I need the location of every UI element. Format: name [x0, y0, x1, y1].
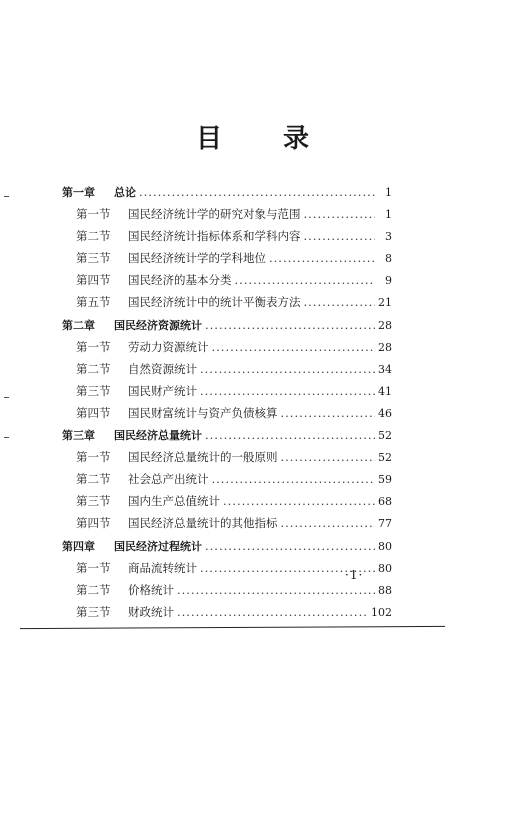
toc-entry-title: 国民经济总量统计 [114, 429, 202, 443]
dot-leader [269, 247, 375, 269]
toc-entry-page: 102 [371, 605, 392, 619]
toc-entry-title: 国民经济总量统计的其他指标 [128, 516, 278, 531]
toc-chapter-row [62, 424, 392, 446]
dot-leader [223, 490, 375, 512]
toc-entry-number: 第五节 [76, 295, 111, 310]
toc-entry-page: 3 [385, 230, 392, 244]
toc-entry-number: 第四章 [62, 539, 95, 553]
toc-section-row [62, 380, 392, 402]
toc-chapter-row [62, 535, 392, 557]
toc-entry-number: 第二节 [76, 361, 111, 376]
toc-entry-page: 88 [378, 583, 392, 597]
dot-leader [212, 336, 376, 358]
toc-entry-number: 第二节 [76, 229, 111, 244]
toc-entry-title: 价格统计 [128, 582, 174, 597]
toc-entry-page: 9 [385, 274, 392, 288]
scan-mark [4, 196, 9, 197]
toc-section-row [62, 358, 392, 380]
toc-entry-number: 第一章 [62, 186, 95, 199]
dot-leader [200, 358, 375, 380]
toc-entry-title: 总论 [114, 186, 136, 199]
toc-entry-title: 劳动力资源统计 [128, 339, 209, 354]
toc-entry-number: 第二节 [76, 472, 111, 487]
toc-chapter-row [62, 181, 392, 203]
toc-entry-number: 第三章 [62, 429, 95, 443]
toc-entry-page: 68 [378, 495, 392, 509]
toc-section-row [62, 557, 392, 579]
toc-entry-page: 1 [385, 186, 392, 199]
toc-section-row [62, 579, 392, 601]
toc-entry-title: 商品流转统计 [128, 560, 197, 575]
toc-entry-number: 第三节 [76, 383, 111, 398]
toc-entry-page: 21 [378, 296, 392, 310]
toc-entry-page: 52 [378, 451, 392, 465]
toc-section-row [62, 247, 392, 269]
toc-entry-number: 第四节 [76, 273, 111, 288]
dot-leader [205, 535, 375, 557]
page-title: 目 录 [195, 124, 336, 154]
table-of-contents [62, 181, 392, 623]
toc-section-row [62, 203, 392, 225]
toc-entry-page: 80 [378, 561, 392, 575]
toc-entry-title: 国民经济过程统计 [114, 539, 202, 553]
dot-leader [205, 314, 375, 336]
page-number: ·1· [345, 568, 364, 582]
toc-section-row [62, 269, 392, 291]
dot-leader [281, 446, 376, 468]
dot-leader [281, 512, 376, 534]
toc-entry-page: 46 [378, 406, 392, 420]
toc-entry-number: 第四节 [76, 405, 111, 420]
scan-mark [4, 437, 9, 438]
toc-section-row [62, 512, 392, 534]
toc-entry-page: 52 [378, 429, 392, 443]
bottom-rule [20, 626, 445, 629]
toc-entry-number: 第一节 [76, 560, 111, 575]
toc-entry-number: 第二节 [76, 582, 111, 597]
toc-entry-page: 77 [378, 517, 392, 531]
dot-leader [205, 424, 375, 446]
toc-entry-page: 28 [378, 340, 392, 354]
dot-leader [281, 402, 376, 424]
toc-entry-number: 第二章 [62, 318, 95, 332]
toc-entry-title: 国民财产统计 [128, 383, 197, 398]
dot-leader [235, 269, 376, 291]
toc-entry-title: 国民经济的基本分类 [128, 273, 232, 288]
toc-entry-page: 80 [378, 539, 392, 553]
toc-entry-number: 第一节 [76, 207, 111, 222]
dot-leader [139, 181, 375, 203]
toc-entry-title: 国民经济统计学的学科地位 [128, 251, 266, 266]
toc-entry-number: 第三节 [76, 494, 111, 509]
toc-entry-title: 自然资源统计 [128, 361, 197, 376]
dot-leader [304, 225, 376, 247]
toc-entry-title: 国民经济总量统计的一般原则 [128, 450, 278, 465]
toc-section-row [62, 446, 392, 468]
toc-entry-title: 国民经济统计学的研究对象与范围 [128, 207, 301, 222]
toc-section-row [62, 225, 392, 247]
dot-leader [177, 579, 375, 601]
toc-entry-page: 34 [378, 362, 392, 376]
toc-entry-title: 国内生产总值统计 [128, 494, 220, 509]
toc-entry-page: 41 [378, 384, 392, 398]
toc-entry-title: 财政统计 [128, 604, 174, 619]
toc-section-row [62, 490, 392, 512]
toc-entry-title: 国民财富统计与资产负债核算 [128, 405, 278, 420]
toc-entry-title: 国民经济资源统计 [114, 318, 202, 332]
toc-entry-title: 国民经济统计中的统计平衡表方法 [128, 295, 301, 310]
toc-entry-number: 第一节 [76, 339, 111, 354]
toc-entry-title: 社会总产出统计 [128, 472, 209, 487]
toc-entry-number: 第三节 [76, 251, 111, 266]
dot-leader [200, 380, 375, 402]
toc-section-row [62, 402, 392, 424]
toc-entry-page: 28 [378, 318, 392, 332]
dot-leader [177, 601, 368, 623]
dot-leader [212, 468, 376, 490]
toc-entry-title: 国民经济统计指标体系和学科内容 [128, 229, 301, 244]
toc-chapter-row [62, 314, 392, 336]
toc-entry-number: 第三节 [76, 604, 111, 619]
scan-mark [4, 397, 9, 398]
toc-entry-number: 第一节 [76, 450, 111, 465]
dot-leader [304, 203, 376, 225]
dot-leader [304, 291, 376, 313]
toc-entry-page: 1 [385, 208, 392, 222]
toc-entry-number: 第四节 [76, 516, 111, 531]
toc-section-row [62, 291, 392, 313]
toc-entry-page: 8 [385, 252, 392, 266]
toc-section-row [62, 601, 392, 623]
toc-section-row [62, 468, 392, 490]
toc-entry-page: 59 [378, 473, 392, 487]
toc-section-row [62, 336, 392, 358]
